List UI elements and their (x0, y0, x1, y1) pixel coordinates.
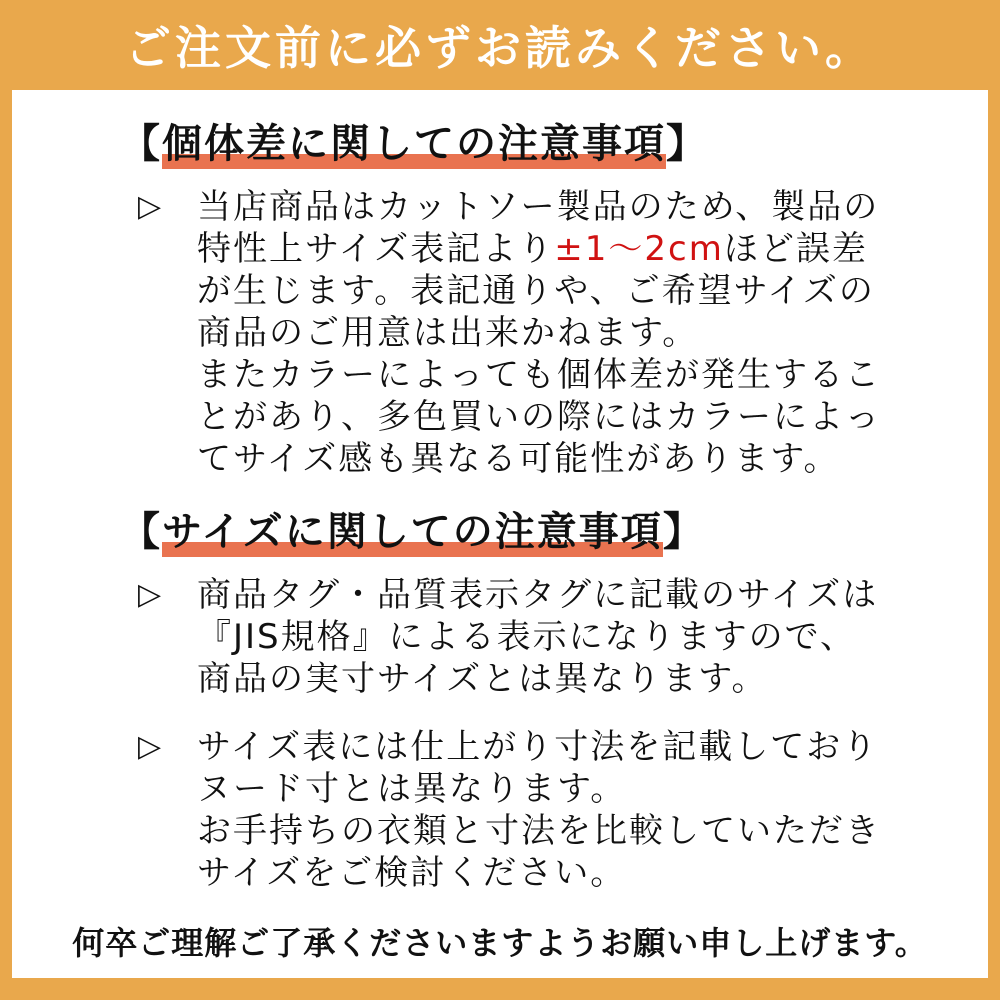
text-line: てサイズ感も異なる可能性があります。 (197, 439, 840, 479)
text-line: サイズをご検討ください。 (197, 853, 627, 893)
bullet-item (120, 726, 948, 894)
bracket-close: 】 (666, 121, 708, 167)
bracket-close: 】 (662, 509, 705, 555)
section-size (120, 506, 948, 894)
top-banner-title: ご注文前に必ずお読みください。 (125, 21, 875, 75)
section-heading-individual-difference (120, 118, 948, 170)
text-line: またカラーによっても個体差が発生するこ (197, 355, 881, 395)
heading-highlight-text: サイズに関しての注意事項 (162, 509, 663, 555)
text-line: 当店商品はカットソー製品のため、製品の (197, 187, 880, 227)
text-line (197, 228, 881, 270)
text-line: サイズ表には仕上がり寸法を記載しており (197, 727, 879, 767)
footer-note: 何卒ご理解ご了承くださいますようお願い申し上げます。 (72, 924, 928, 962)
bullet-item (120, 574, 948, 700)
text-segment: 特性上サイズ表記より (197, 229, 555, 269)
triangle-bullet-icon: ▷ (138, 189, 162, 224)
bracket-open: 【 (120, 509, 162, 555)
text-line: とがあり、多色買いの際にはカラーによっ (197, 397, 881, 437)
text-line: 商品タグ・品質表示タグに記載のサイズは (197, 575, 879, 615)
text-line: お手持ちの衣類と寸法を比較していただき (197, 811, 881, 851)
top-banner (0, 0, 1000, 90)
heading-highlight-text: 個体差に関しての注意事項 (162, 121, 666, 167)
text-line: が生じます。表記通りや、ご希望サイズの (197, 271, 875, 311)
section-individual-difference (120, 118, 948, 480)
bullet-text (197, 574, 878, 700)
text-line: 『JIS規格』による表示になりますので、 (197, 617, 856, 657)
triangle-bullet-icon: ▷ (138, 577, 162, 612)
text-line: ヌード寸とは異なります。 (197, 769, 627, 809)
text-line: 商品のご用意は出来かねます。 (197, 313, 699, 353)
text-line: 商品の実寸サイズとは異なります。 (197, 659, 768, 699)
triangle-bullet-icon: ▷ (138, 729, 162, 764)
bracket-open: 【 (120, 121, 162, 167)
text-segment: ほど誤差 (723, 229, 868, 269)
bullet-item (120, 186, 948, 480)
bullet-text (197, 726, 881, 894)
content-area (12, 90, 988, 978)
bullet-text (197, 186, 881, 480)
section-heading-size (120, 506, 948, 558)
tolerance-value-red-text: ±1〜2cm (554, 229, 724, 269)
